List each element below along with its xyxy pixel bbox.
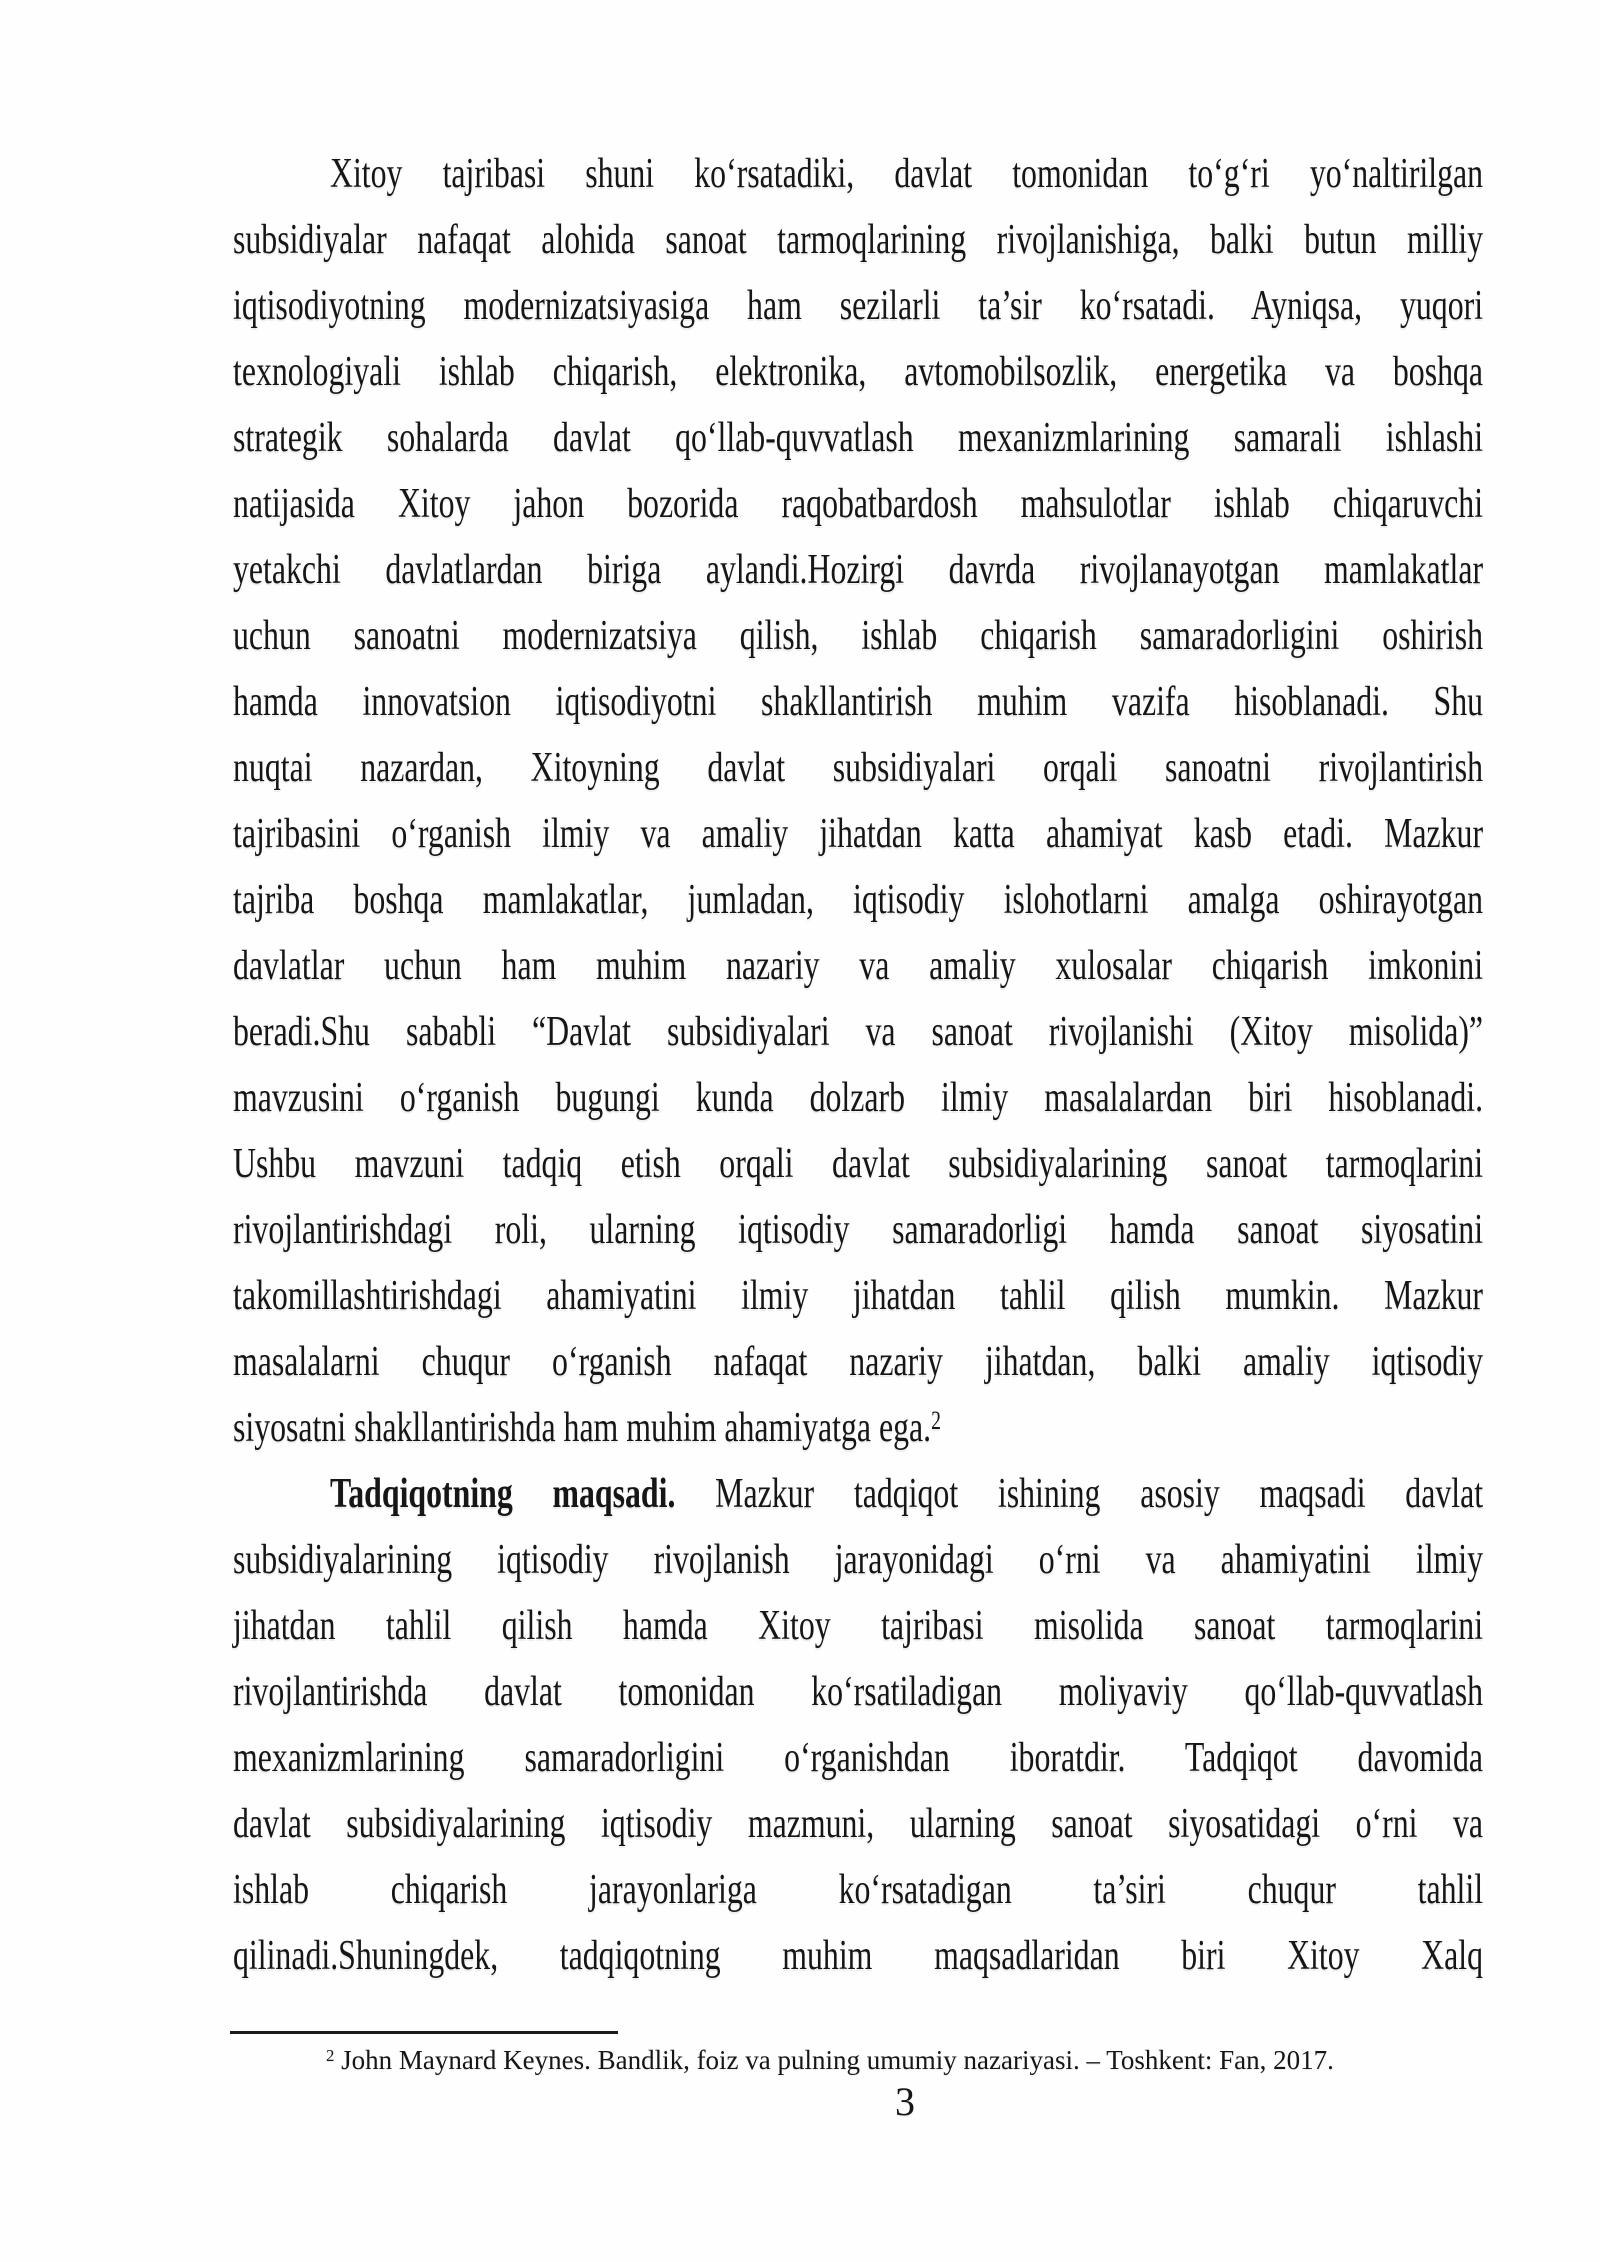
text-run: natijasida Xitoy jahon bozorida raqobatbardosh mahsulotlar ishlab chiqaruvchi bbox=[233, 481, 1484, 527]
text-run: ishlab chiqarish jarayonlariga koʻrsatadigan ta’siri chuqur tahlil bbox=[233, 1867, 1484, 1913]
body-text-line bbox=[233, 1791, 1483, 1857]
footnote-text: John Maynard Keynes. Bandlik, foiz va pulning umumiy nazariyasi. – Toshkent: Fan, 2017. bbox=[334, 2045, 1334, 2075]
body-text-line bbox=[233, 1131, 1483, 1197]
text-run: tajribasini oʻrganish ilmiy va amaliy jihatdan katta ahamiyat kasb etadi. Mazkur bbox=[233, 811, 1484, 857]
text-run: takomillashtirishdagi ahamiyatini ilmiy jihatdan tahlil qilish mumkin. Mazkur bbox=[233, 1273, 1484, 1319]
body-text-line bbox=[233, 801, 1483, 867]
bold-run: Tadqiqotning maqsadi. bbox=[329, 1471, 676, 1517]
text-run: Ushbu mavzuni tadqiq etish orqali davlat subsidiyalarining sanoat tarmoqlarini bbox=[233, 1141, 1484, 1187]
body-text-line bbox=[233, 1593, 1483, 1659]
body-text-line bbox=[233, 339, 1483, 405]
body-text-line bbox=[233, 1527, 1483, 1593]
body-text-line bbox=[233, 1329, 1483, 1395]
text-run: subsidiyalar nafaqat alohida sanoat tarmoqlarining rivojlanishiga, balki butun milliy bbox=[233, 217, 1484, 263]
body-text-line bbox=[233, 1197, 1483, 1263]
text-run: nuqtai nazardan, Xitoyning davlat subsidiyalari orqali sanoatni rivojlantirish bbox=[233, 745, 1484, 791]
body-text-line bbox=[233, 867, 1483, 933]
text-run: davlatlar uchun ham muhim nazariy va amaliy xulosalar chiqarish imkonini bbox=[233, 943, 1484, 989]
text-run: rivojlantirishdagi roli, ularning iqtisodiy samaradorligi hamda sanoat siyosatini bbox=[233, 1207, 1484, 1253]
text-run: hamda innovatsion iqtisodiyotni shakllantirish muhim vazifa hisoblanadi. Shu bbox=[233, 679, 1484, 725]
footnote-reference: 2 bbox=[931, 1406, 941, 1436]
body-text-line bbox=[233, 669, 1483, 735]
body-text-line bbox=[233, 537, 1483, 603]
body-text-line bbox=[233, 933, 1483, 999]
body-text-line bbox=[233, 273, 1483, 339]
body-text-line bbox=[233, 1065, 1483, 1131]
text-run: beradi.Shu sababli “Davlat subsidiyalari va sanoat rivojlanishi (Xitoy misolida)” bbox=[233, 1009, 1484, 1055]
text-run: texnologiyali ishlab chiqarish, elektronika, avtomobilsozlik, energetika va boshqa bbox=[233, 349, 1484, 395]
body-text-line bbox=[233, 1923, 1483, 1989]
text-run: strategik sohalarda davlat qoʻllab-quvvatlash mexanizmlarining samarali ishlashi bbox=[233, 415, 1484, 461]
body-text bbox=[233, 141, 1483, 1989]
body-text-line bbox=[233, 735, 1483, 801]
text-run: rivojlantirishda davlat tomonidan koʻrsatiladigan moliyaviy qoʻllab-quvvatlash bbox=[233, 1669, 1484, 1715]
text-run: qilinadi.Shuningdek, tadqiqotning muhim maqsadlaridan biri Xitoy Xalq bbox=[233, 1933, 1484, 1979]
body-text-line bbox=[233, 1395, 1483, 1461]
text-run: uchun sanoatni modernizatsiya qilish, ishlab chiqarish samaradorligini oshirish bbox=[233, 613, 1484, 659]
text-run: davlat subsidiyalarining iqtisodiy mazmuni, ularning sanoat siyosatidagi oʻrni va bbox=[233, 1801, 1484, 1847]
footnote-divider bbox=[230, 2031, 618, 2034]
text-run: iqtisodiyotning modernizatsiyasiga ham sezilarli ta’sir koʻrsatadi. Ayniqsa, yuqori bbox=[233, 283, 1484, 329]
footnote bbox=[233, 2044, 1483, 2080]
text-run: Xitoy tajribasi shuni koʻrsatadiki, davlat tomonidan toʻgʻri yoʻnaltirilgan bbox=[329, 151, 1484, 197]
text-run: mexanizmlarining samaradorligini oʻrganishdan iboratdir. Tadqiqot davomida bbox=[233, 1735, 1484, 1781]
body-text-line bbox=[233, 1857, 1483, 1923]
text-run: tajriba boshqa mamlakatlar, jumladan, iqtisodiy islohotlarni amalga oshirayotgan bbox=[233, 877, 1484, 923]
text-run: subsidiyalarining iqtisodiy rivojlanish jarayonidagi oʻrni va ahamiyatini ilmiy bbox=[233, 1537, 1484, 1583]
body-text-line bbox=[233, 1659, 1483, 1725]
body-text-line bbox=[233, 603, 1483, 669]
body-text-line bbox=[233, 1263, 1483, 1329]
text-run: yetakchi davlatlardan biriga aylandi.Hozirgi davrda rivojlanayotgan mamlakatlar bbox=[233, 547, 1484, 593]
text-run: siyosatni shakllantirishda ham muhim ahamiyatga ega. bbox=[233, 1405, 932, 1451]
body-text-line bbox=[233, 999, 1483, 1065]
body-text-line bbox=[233, 405, 1483, 471]
text-run: mavzusini oʻrganish bugungi kunda dolzarb ilmiy masalalardan biri hisoblanadi. bbox=[233, 1075, 1484, 1121]
page-number: 3 bbox=[895, 2079, 915, 2124]
body-text-line bbox=[233, 207, 1483, 273]
text-run: masalalarni chuqur oʻrganish nafaqat nazariy jihatdan, balki amaliy iqtisodiy bbox=[233, 1339, 1484, 1385]
text-run: Mazkur tadqiqot ishining asosiy maqsadi davlat bbox=[675, 1471, 1484, 1517]
body-text-line bbox=[233, 1461, 1483, 1527]
body-text-line bbox=[233, 1725, 1483, 1791]
footnote-marker: 2 bbox=[326, 2046, 335, 2066]
body-text-line bbox=[233, 141, 1483, 207]
text-run: jihatdan tahlil qilish hamda Xitoy tajribasi misolida sanoat tarmoqlarini bbox=[233, 1603, 1484, 1649]
body-text-line bbox=[233, 471, 1483, 537]
